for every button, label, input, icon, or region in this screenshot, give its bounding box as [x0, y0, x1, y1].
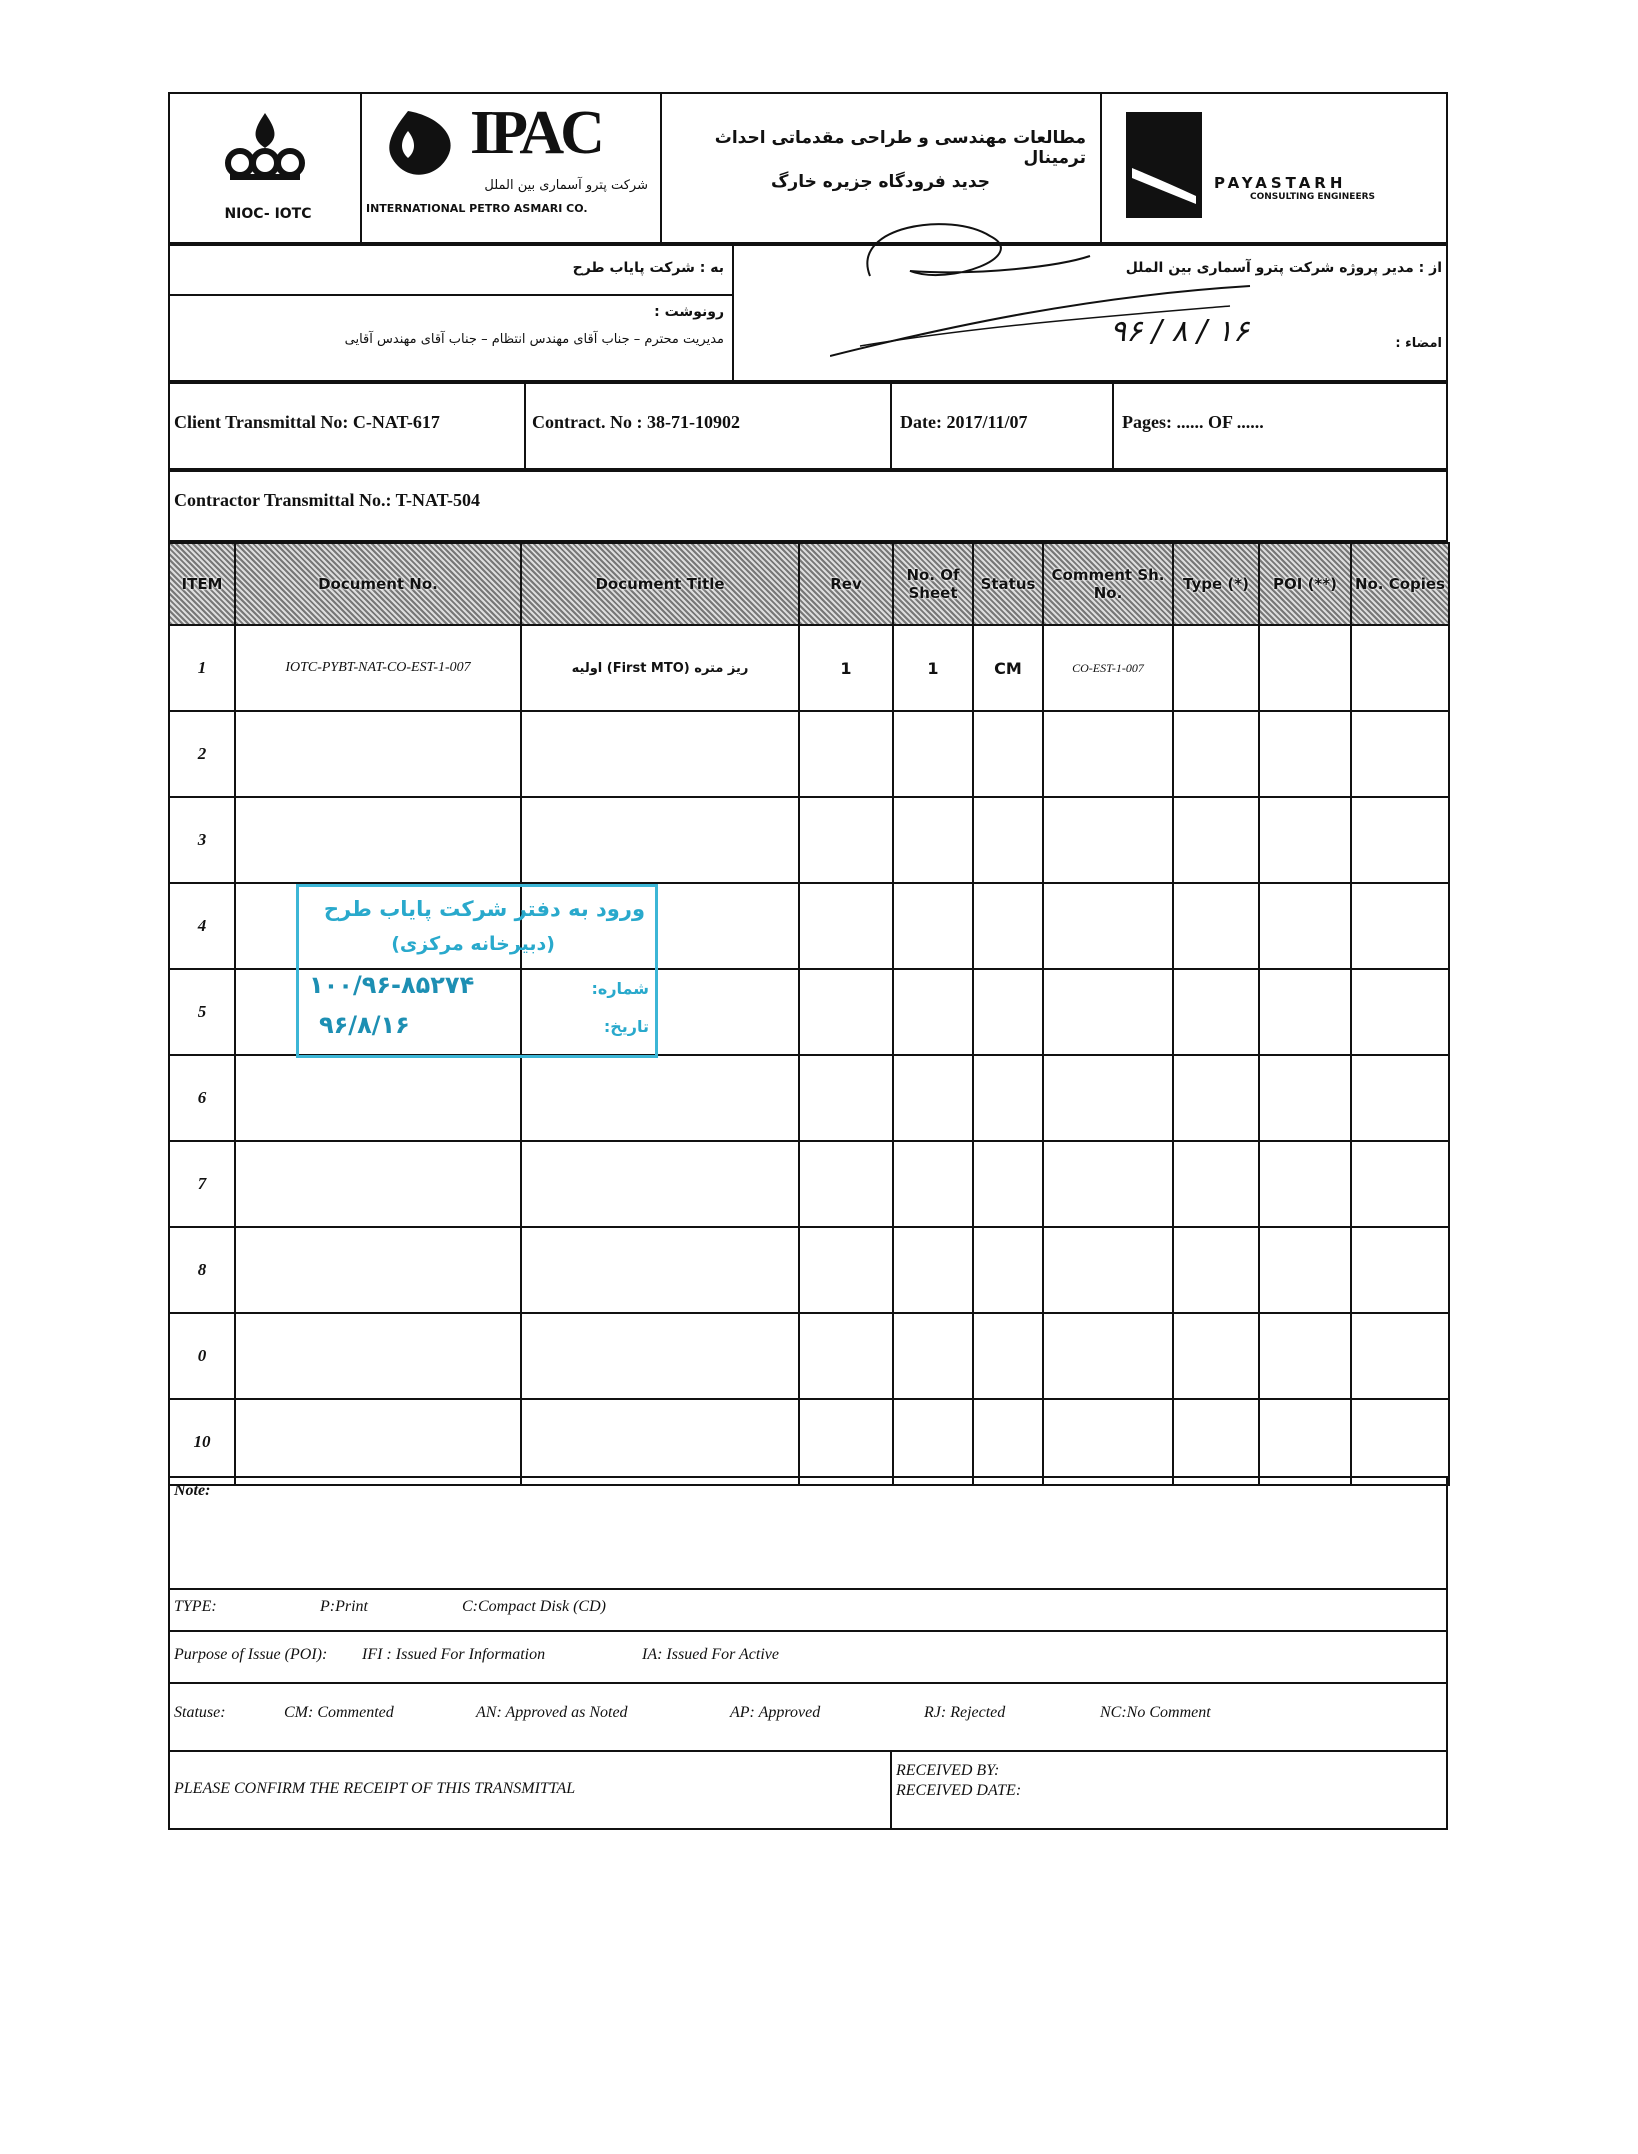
received-date-label: RECEIVED DATE: [896, 1782, 1022, 1799]
col-poi: POI (**) [1259, 543, 1351, 625]
client-transmittal-no: Client Transmittal No: C-NAT-617 [174, 412, 440, 432]
status-an: AN: Approved as Noted [476, 1704, 628, 1721]
row-item: 5 [169, 969, 235, 1055]
payastarh-subtitle: CONSULTING ENGINEERS [1250, 192, 1376, 202]
row-item: 8 [169, 1227, 235, 1313]
table-row [169, 1399, 1449, 1485]
row-item: 4 [169, 883, 235, 969]
table-row [169, 711, 1449, 797]
row-sheets: 1 [893, 625, 973, 711]
nioc-logo-cell [170, 94, 362, 242]
row-poi [1259, 625, 1351, 711]
handwritten-signature [830, 216, 1330, 376]
contractor-transmittal-no: Contractor Transmittal No.: T-NAT-504 [174, 490, 480, 510]
col-comment-sheet-no: Comment Sh. No. [1043, 543, 1173, 625]
stamp-line1: ورود به دفتر شرکت پایاب طرح [323, 897, 645, 921]
poi-ia: IA: Issued For Active [642, 1646, 779, 1663]
contractor-transmittal-row [168, 470, 1448, 542]
col-rev: Rev [799, 543, 893, 625]
row-item: 1 [169, 625, 235, 711]
type-row [170, 1588, 1446, 1632]
poi-row [170, 1630, 1446, 1684]
info-column-divider [732, 246, 734, 384]
table-row [169, 1055, 1449, 1141]
status-ap: AP: Approved [730, 1704, 821, 1721]
ipac-logo-cell [360, 94, 662, 242]
row-document-title: ریز متره (First MTO) اولیه [521, 625, 799, 711]
nioc-flame-icon [220, 108, 310, 188]
poi-label: Purpose of Issue (POI): [174, 1646, 328, 1663]
to-recipient: به : شرکت پایاب طرح [572, 260, 724, 276]
col-document-title: Document Title [521, 543, 799, 625]
confirm-receipt-text: PLEASE CONFIRM THE RECEIPT OF THIS TRANSMITTAL [174, 1780, 576, 1797]
col-no-copies: No. Copies [1351, 543, 1449, 625]
row-item: 3 [169, 797, 235, 883]
table-row [169, 797, 1449, 883]
contract-no: Contract. No : 38-71-10902 [532, 412, 740, 432]
meta-divider-3 [1112, 384, 1114, 472]
type-cd: C:Compact Disk (CD) [462, 1598, 606, 1615]
row-status: CM [973, 625, 1043, 711]
routing-info [168, 244, 1448, 382]
stamp-date-value: ۹۶/۸/۱۶ [319, 1011, 410, 1039]
stamp-number-value: ۱۰۰/۹۶-۸۵۲۷۴ [309, 971, 475, 999]
note-label: Note: [174, 1482, 211, 1499]
ipac-company-fa: شرکت پترو آسماری بین الملل [484, 178, 648, 193]
transmittal-date: Date: 2017/11/07 [900, 412, 1028, 432]
row-document-no: IOTC-PYBT-NAT-CO-EST-1-007 [235, 625, 521, 711]
handwritten-date: ۹۶ / ۸ / ۱۶ [1110, 314, 1249, 349]
received-by-label: RECEIVED BY: [896, 1762, 1000, 1779]
row-rev: 1 [799, 625, 893, 711]
receipt-stamp [296, 884, 658, 1058]
stamp-number-label: شماره: [591, 979, 649, 998]
row-comment-sheet: CO-EST-1-007 [1043, 625, 1173, 711]
cc-label: رونوشت : [654, 304, 724, 320]
table-row [169, 1313, 1449, 1399]
project-title-line1: مطالعات مهندسی و طراحی مقدماتی احداث ترمینال [714, 128, 1086, 168]
meta-divider-2 [890, 384, 892, 472]
cc-recipients: مدیریت محترم – جناب آقای مهندس انتظام – جناب آقای مهندس آقایی [344, 332, 724, 347]
note-row [170, 1478, 1446, 1590]
status-cm: CM: Commented [284, 1704, 394, 1721]
poi-ifi: IFI : Issued For Information [362, 1646, 546, 1663]
project-title-line2: جدید فرودگاه جزیره خارگ [771, 172, 990, 192]
payastarh-name: PAYASTARH [1214, 174, 1347, 192]
col-item: ITEM [169, 543, 235, 625]
status-legend-row [170, 1682, 1446, 1752]
status-rj: RJ: Rejected [924, 1704, 1006, 1721]
table-row [169, 1227, 1449, 1313]
table-header-row [169, 543, 1449, 625]
ipac-drop-icon [378, 106, 468, 186]
meta-divider-1 [524, 384, 526, 472]
col-no-of-sheet: No. Of Sheet [893, 543, 973, 625]
transmittal-footer [168, 1476, 1448, 1830]
row-item: 6 [169, 1055, 235, 1141]
receipt-divider [890, 1750, 892, 1830]
stamp-date-label: تاریخ: [603, 1017, 649, 1036]
pages-count: Pages: ...... OF ...... [1122, 412, 1264, 432]
row-item: 0 [169, 1313, 235, 1399]
type-label: TYPE: [174, 1598, 217, 1615]
receipt-row [170, 1750, 1446, 1830]
col-document-no: Document No. [235, 543, 521, 625]
row-item: 7 [169, 1141, 235, 1227]
row-item: 10 [169, 1399, 235, 1485]
table-row [169, 1141, 1449, 1227]
type-print: P:Print [320, 1598, 368, 1615]
ipac-logo-text: IPAC [470, 99, 601, 167]
stamp-line2: (دبیرخانه مرکزی) [391, 933, 555, 955]
nioc-label: NIOC- IOTC [224, 206, 312, 222]
status-label: Statuse: [174, 1704, 226, 1721]
from-sender: از : مدیر پروژه شرکت پترو آسماری بین الملل [1125, 260, 1442, 276]
col-status: Status [973, 543, 1043, 625]
payastarh-logo-icon [1126, 112, 1202, 218]
status-nc: NC:No Comment [1100, 1704, 1211, 1721]
row-item: 2 [169, 711, 235, 797]
table-row [169, 625, 1449, 711]
transmittal-meta [168, 382, 1448, 470]
row-type [1173, 625, 1259, 711]
ipac-company-en: INTERNATIONAL PETRO ASMARI CO. [366, 202, 588, 215]
col-type: Type (*) [1173, 543, 1259, 625]
row-copies [1351, 625, 1449, 711]
to-row-divider [170, 294, 732, 296]
signature-label: امضاء : [1395, 336, 1442, 351]
